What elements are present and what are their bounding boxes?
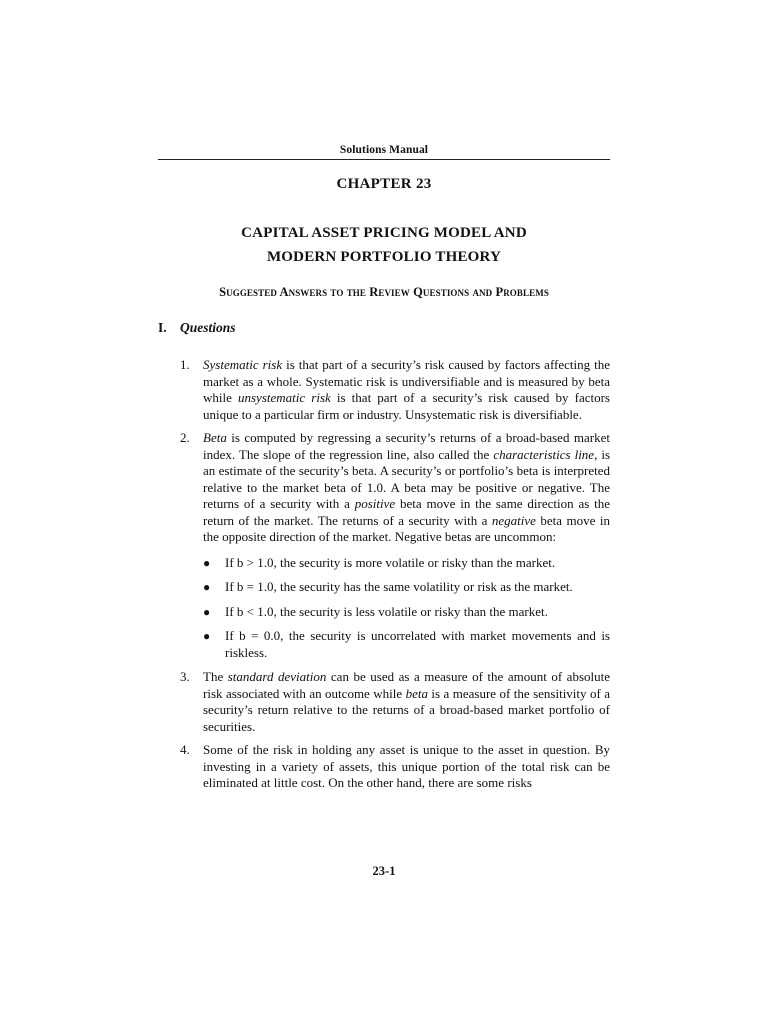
term-systematic-risk: Systematic risk [203, 357, 283, 372]
bullet-item [203, 604, 610, 621]
text-run: is a measure of the sensitivity of a security’s return relative to the returns of a broad-based market portfolio of securities. [203, 685, 611, 734]
bullet-icon: ● [203, 555, 211, 570]
bullet-item [203, 628, 610, 661]
item-number: 4. [180, 742, 190, 757]
text-run: beta move in the opposite direction of the market. Negative betas are uncommon: [203, 512, 610, 544]
item-number: 1. [180, 357, 190, 372]
bullet-text: If b < 1.0, the security is less volatile or risky than the market. [225, 603, 548, 619]
section-subtitle: Suggested Answers to the Review Questions and Problems [219, 285, 549, 299]
page-number: 23-1 [372, 864, 396, 878]
bullet-icon: ● [203, 580, 211, 594]
item-text [203, 669, 610, 735]
item-text [203, 357, 610, 423]
bullet-icon: ● [203, 604, 211, 619]
text-run: is that part of a security’s risk caused by factors unique to a particular firm or industry. Unsystematic risk is diversifiable. [203, 390, 610, 422]
bullet-text: If b = 0.0, the security is uncorrelated with market movements and is riskless. [225, 628, 610, 660]
item-text [203, 742, 610, 792]
term-beta: Beta [203, 430, 227, 445]
term-standard-deviation: standard deviation [227, 669, 327, 684]
section-label: Questions [180, 320, 236, 335]
term-beta: beta [405, 685, 428, 701]
text-run: is that part of a security’s risk caused by factors affecting the market as a whole. Systematic risk is undiversifiable and is measured by beta while [203, 357, 611, 405]
question-list [180, 357, 610, 799]
bullet-text: If b > 1.0, the security is more volatile or risky than the market. [225, 554, 556, 570]
item-number: 2. [180, 430, 190, 445]
term-positive: positive [354, 496, 396, 511]
text-run: , is an estimate of the security’s beta. A security’s or portfolio’s beta is interpreted relative to the market beta of 1.0. A beta may be positive or negative. The returns of a security with a [203, 446, 611, 511]
beta-bullet-list [203, 555, 610, 662]
question-item-4 [180, 742, 610, 792]
text-run: Some of the risk in holding any asset is unique to the asset in question. By investing in a variety of assets, this unique portion of the total risk can be eliminated at little cost. On the other hand, there are some risks [203, 742, 610, 790]
bullet-text: If b = 1.0, the security has the same volatility or risk as the market. [225, 579, 573, 594]
text-run: is computed by regressing a security’s returns of a broad-based market index. The slope of the regression line, also called the [203, 430, 610, 462]
chapter-title-line-2: MODERN PORTFOLIO THEORY [266, 249, 502, 265]
bullet-item [203, 579, 610, 596]
item-number: 3. [180, 669, 190, 684]
chapter-title-line-1: CAPITAL ASSET PRICING MODEL AND [241, 225, 527, 241]
section-heading [158, 320, 236, 336]
term-negative: negative [491, 512, 536, 528]
question-item-1 [180, 357, 610, 423]
term-characteristics-line: characteristics line [493, 446, 595, 462]
header-rule [158, 159, 610, 160]
chapter-label: CHAPTER 23 [336, 176, 432, 192]
text-run: can be used as a measure of the amount of absolute risk associated with an outcome while [203, 669, 611, 701]
text-run: The [203, 669, 228, 684]
running-header: Solutions Manual [339, 144, 429, 156]
item-text [203, 430, 610, 546]
term-unsystematic-risk: unsystematic risk [238, 390, 331, 405]
section-number: I. [158, 320, 167, 335]
question-item-2 [180, 430, 610, 661]
chapter-title [158, 221, 610, 269]
question-item-3 [180, 669, 610, 735]
bullet-item [203, 555, 610, 572]
text-run: beta move in the same direction as the return of the market. The returns of a security with a [203, 496, 610, 528]
bullet-icon: ● [203, 629, 211, 643]
